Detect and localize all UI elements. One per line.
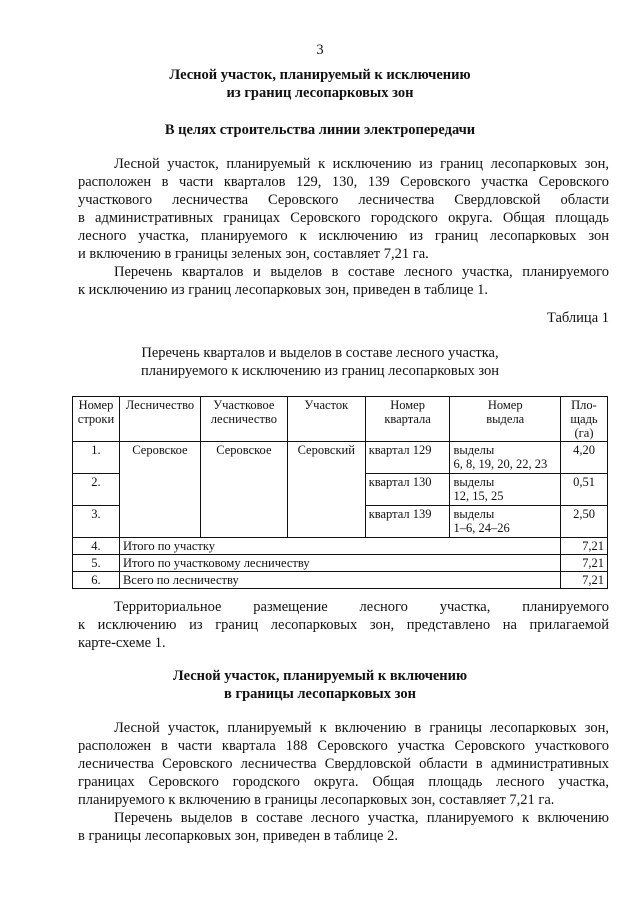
allotment-cell: выделы 12, 15, 25	[450, 474, 561, 506]
text-line: расположен в части кварталов 129, 130, 139 Серовского участка Серовского	[78, 174, 609, 190]
section1-paragraph2	[78, 263, 609, 299]
total-area: 7,21	[561, 538, 608, 555]
text-line: Лесной участок, планируемый к исключению из границ лесопарковых зон,	[114, 156, 609, 172]
text-line: карте-схеме 1.	[78, 635, 166, 651]
header-forestry: Лесничество	[119, 397, 200, 442]
section2-title-line2: в границы лесопарковых зон	[224, 686, 416, 702]
total-label: Итого по участковому лесничеству	[119, 555, 560, 572]
text-line: лесничества Серовского лесничества Свердловской области в административных	[78, 756, 609, 772]
text-line: Перечень кварталов и выделов в составе лесного участка, планируемого	[114, 264, 609, 280]
total-label: Всего по лесничеству	[119, 572, 560, 589]
row-number: 5.	[73, 555, 120, 572]
text-line: Перечень выделов в составе лесного участка, планируемого к включению	[114, 810, 609, 826]
text-line: в границы лесопарковых зон, приведен в таблице 2.	[78, 828, 398, 844]
district-forestry-cell: Серовское	[200, 442, 287, 538]
allotment-cell: выделы 1–6, 24–26	[450, 506, 561, 538]
text-line: лесного участка, планируемого к исключению из границ лесопарковых зон	[78, 228, 609, 244]
text-line: расположен в части квартала 188 Серовского участка Серовского участкового	[78, 738, 609, 754]
text-line: границах Серовского городского округа. Общая площадь лесного участка,	[78, 774, 609, 790]
text-line: Территориальное размещение лесного участка, планируемого	[114, 599, 609, 615]
section2-title-line1: Лесной участок, планируемый к включению	[172, 668, 468, 684]
text-line: и включению в границы зеленых зон, составляет 7,21 га.	[78, 246, 429, 262]
quarter-cell: квартал 130	[365, 474, 450, 506]
table1-caption-line1: Перечень кварталов и выделов в составе лесного участка,	[141, 345, 499, 361]
section1-subtitle: В целях строительства линии электропередачи	[164, 122, 476, 138]
header-row-number: Номер строки	[73, 397, 120, 442]
row-number: 3.	[73, 506, 120, 538]
text-line: в административных границах Серовского городского округа. Общая площадь	[78, 210, 609, 226]
text-line: участкового лесничества Серовского лесничества Свердловской области	[78, 192, 609, 208]
table-total-row	[73, 555, 608, 572]
area-cell: 0,51	[561, 474, 608, 506]
header-allotment: Номер выдела	[450, 397, 561, 442]
table-total-row	[73, 538, 608, 555]
section2-paragraph2	[78, 809, 609, 845]
placement-paragraph	[78, 598, 609, 652]
table-header-row	[73, 397, 608, 442]
text-line: к исключению из границ лесопарковых зон, приведен в таблице 1.	[78, 282, 488, 298]
page-number: 3	[316, 42, 324, 58]
area-cell: 4,20	[561, 442, 608, 474]
area-cell: 2,50	[561, 506, 608, 538]
text-line: Лесной участок, планируемый к включению в границы лесопарковых зон,	[114, 720, 609, 736]
row-number: 1.	[73, 442, 120, 474]
section-cell: Серовский	[287, 442, 365, 538]
table1	[72, 396, 608, 589]
table1-caption-line2: планируемого к исключению из границ лесопарковых зон	[140, 363, 499, 379]
header-area: Пло- щадь (га)	[561, 397, 608, 442]
row-number: 2.	[73, 474, 120, 506]
text-line: к исключению из границ лесопарковых зон, представлено на прилагаемой	[78, 617, 609, 633]
quarter-cell: квартал 129	[365, 442, 450, 474]
table-row	[73, 442, 608, 474]
total-area: 7,21	[561, 572, 608, 589]
forestry-cell: Серовское	[119, 442, 200, 538]
row-number: 4.	[73, 538, 120, 555]
header-district-forestry: Участковое лесничество	[200, 397, 287, 442]
row-number: 6.	[73, 572, 120, 589]
section2-paragraph1	[78, 719, 609, 809]
section1-title-line2: из границ лесопарковых зон	[226, 85, 414, 101]
section1-paragraph1	[78, 155, 609, 263]
header-quarter: Номер квартала	[365, 397, 450, 442]
text-line: планируемого к включению в границы лесопарковых зон, составляет 7,21 га.	[78, 792, 555, 808]
quarter-cell: квартал 139	[365, 506, 450, 538]
table-total-row	[73, 572, 608, 589]
total-area: 7,21	[561, 555, 608, 572]
table1-label: Таблица 1	[546, 310, 609, 326]
header-section: Участок	[287, 397, 365, 442]
section1-title-line1: Лесной участок, планируемый к исключению	[169, 67, 471, 83]
total-label: Итого по участку	[119, 538, 560, 555]
allotment-cell: выделы 6, 8, 19, 20, 22, 23	[450, 442, 561, 474]
